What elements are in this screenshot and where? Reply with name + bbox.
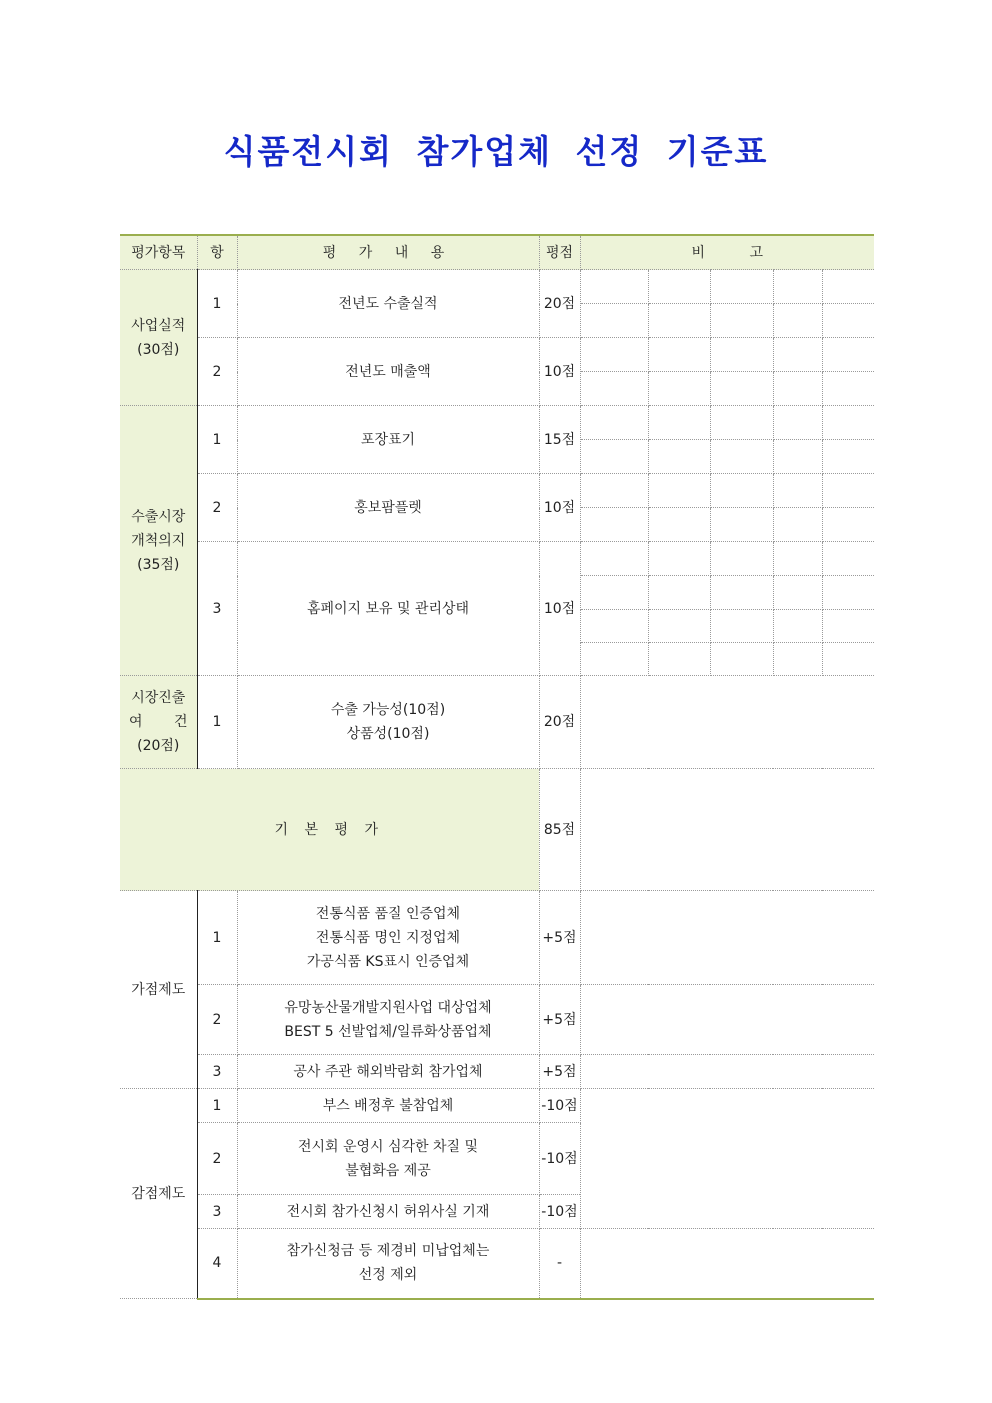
item-score: 20점 [539,270,580,338]
item-content-line: 전통식품 명인 지정업체 [315,929,461,946]
note-cell [822,372,874,406]
header-row [120,235,874,270]
category-points: (35점) [137,556,180,573]
note-cell [710,643,773,676]
note-cell [648,474,710,508]
item-content-line: BEST 5 선발업체/일류화상품업체 [284,1023,492,1040]
item-content: 부스 배정후 불참업체 [237,1089,539,1123]
category-label: 사업실적 [131,317,186,334]
note-cell [580,338,648,372]
item-content: 전년도 수출실적 [237,270,539,338]
item-content-line: 선정 제외 [358,1267,418,1284]
note-cell [648,270,710,304]
note-cell [822,576,874,610]
item-score: 15점 [539,406,580,474]
table-row [120,270,874,304]
note-cell [822,406,874,440]
note-cell [710,508,773,542]
item-content: 홈페이지 보유 및 관리상태 [237,542,539,676]
item-score: 10점 [539,474,580,542]
category-label: 개척의지 [131,532,186,549]
table-row [120,474,874,508]
item-num: 1 [197,406,237,474]
item-score: 10점 [539,542,580,676]
note-cell [773,643,822,676]
header-category: 평가항목 [120,235,197,270]
note-cell [822,304,874,338]
note-cell [710,576,773,610]
note-cell [648,610,710,643]
item-num: 2 [197,985,237,1055]
note-cell [710,270,773,304]
item-score: 20점 [539,676,580,769]
note-cell [773,270,822,304]
note-cell [710,372,773,406]
note-cell [580,304,648,338]
header-score: 평점 [539,235,580,270]
item-num: 4 [197,1229,237,1299]
note-cell [710,474,773,508]
note-cell [822,440,874,474]
header-note: 비 고 [580,235,874,270]
item-score: - [539,1229,580,1299]
item-score: +5점 [539,1055,580,1089]
item-num: 2 [197,1123,237,1195]
item-content: 전시회 참가신청시 허위사실 기재 [237,1195,539,1229]
item-content-line: 유망농산물개발지원사업 대상업체 [284,999,492,1016]
item-content [237,1229,539,1299]
item-content [237,985,539,1055]
item-num: 3 [197,542,237,676]
basic-evaluation-label: 기 본 평 가 [120,769,539,891]
item-content: 홍보팜플렛 [237,474,539,542]
item-content-line: 상품성(10점) [346,726,430,742]
note-cell [580,1089,874,1229]
table-row [120,676,874,769]
item-content-line: 가공식품 KS표시 인증업체 [306,953,470,970]
item-content-line: 불협화음 제공 [345,1162,431,1179]
basic-evaluation-score: 85점 [539,769,580,891]
item-score: -10점 [539,1123,580,1195]
note-cell [710,338,773,372]
item-num: 1 [197,270,237,338]
note-cell [773,576,822,610]
item-score: -10점 [539,1089,580,1123]
note-cell [580,1055,874,1089]
item-content-line: 전통식품 품질 인증업체 [315,905,461,922]
item-num: 1 [197,676,237,769]
table-row [120,1229,874,1299]
category-bonus: 가점제도 [120,891,197,1089]
criteria-table [120,234,874,1300]
note-cell [822,270,874,304]
note-cell [580,769,874,891]
note-cell [773,610,822,643]
category-export [120,406,197,676]
table-row [120,542,874,576]
note-cell [773,508,822,542]
note-cell [773,372,822,406]
item-content-line: 수출 가능성(10점) [330,702,446,718]
item-num: 3 [197,1195,237,1229]
note-cell [648,542,710,576]
note-cell [822,474,874,508]
note-cell [648,304,710,338]
item-score: +5점 [539,891,580,985]
note-cell [822,508,874,542]
item-num: 3 [197,1055,237,1089]
note-cell [648,406,710,440]
note-cell [710,304,773,338]
category-points: (20점) [137,738,180,754]
note-cell [580,643,648,676]
item-content: 전년도 매출액 [237,338,539,406]
table-row [120,1055,874,1089]
note-cell [822,643,874,676]
note-cell [710,610,773,643]
item-num: 2 [197,338,237,406]
category-business [120,270,197,406]
note-cell [580,610,648,643]
item-content [237,676,539,769]
item-content-line: 참가신청금 등 제경비 미납업체는 [286,1243,490,1260]
note-cell [773,406,822,440]
note-cell [580,406,648,440]
table-row [120,769,874,891]
note-cell [580,891,874,985]
item-score: +5점 [539,985,580,1055]
note-cell [822,338,874,372]
item-num: 1 [197,1089,237,1123]
item-score: -10점 [539,1195,580,1229]
note-cell [648,508,710,542]
note-cell [580,440,648,474]
note-cell [580,985,874,1055]
item-content [237,1123,539,1195]
note-cell [648,576,710,610]
note-cell [710,440,773,474]
category-market [120,676,197,769]
item-score: 10점 [539,338,580,406]
note-cell [580,474,648,508]
header-content: 평 가 내 용 [237,235,539,270]
category-label: 건 [173,714,188,730]
note-cell [580,508,648,542]
note-cell [773,338,822,372]
note-cell [648,440,710,474]
note-cell [773,474,822,508]
item-num: 1 [197,891,237,985]
note-cell [773,440,822,474]
category-label: 수출시장 [131,508,186,525]
table-row [120,1089,874,1123]
table-row [120,891,874,985]
category-label: 여 [129,714,143,730]
note-cell [580,372,648,406]
page-title: 식품전시회 참가업체 선정 기준표 [223,132,769,171]
table-row [120,338,874,372]
item-content: 포장표기 [237,406,539,474]
note-cell [710,406,773,440]
item-content-line: 전시회 운영시 심각한 차질 및 [297,1138,479,1155]
item-content [237,891,539,985]
category-label-row [120,710,197,734]
category-label: 시장진출 [131,690,186,706]
note-cell [822,542,874,576]
note-cell [580,576,648,610]
table-row [120,406,874,440]
header-num: 항 [197,235,237,270]
category-penalty: 감점제도 [120,1089,197,1299]
note-cell [580,676,874,769]
note-cell [580,542,648,576]
note-cell [822,610,874,643]
note-cell [648,643,710,676]
table-row [120,985,874,1055]
note-cell [710,542,773,576]
note-cell [648,372,710,406]
item-content: 공사 주관 해외박람회 참가업체 [237,1055,539,1089]
note-cell [580,270,648,304]
note-cell [648,338,710,372]
note-cell [773,542,822,576]
note-cell [580,1229,874,1299]
note-cell [773,304,822,338]
item-num: 2 [197,474,237,542]
category-points: (30점) [137,341,180,358]
